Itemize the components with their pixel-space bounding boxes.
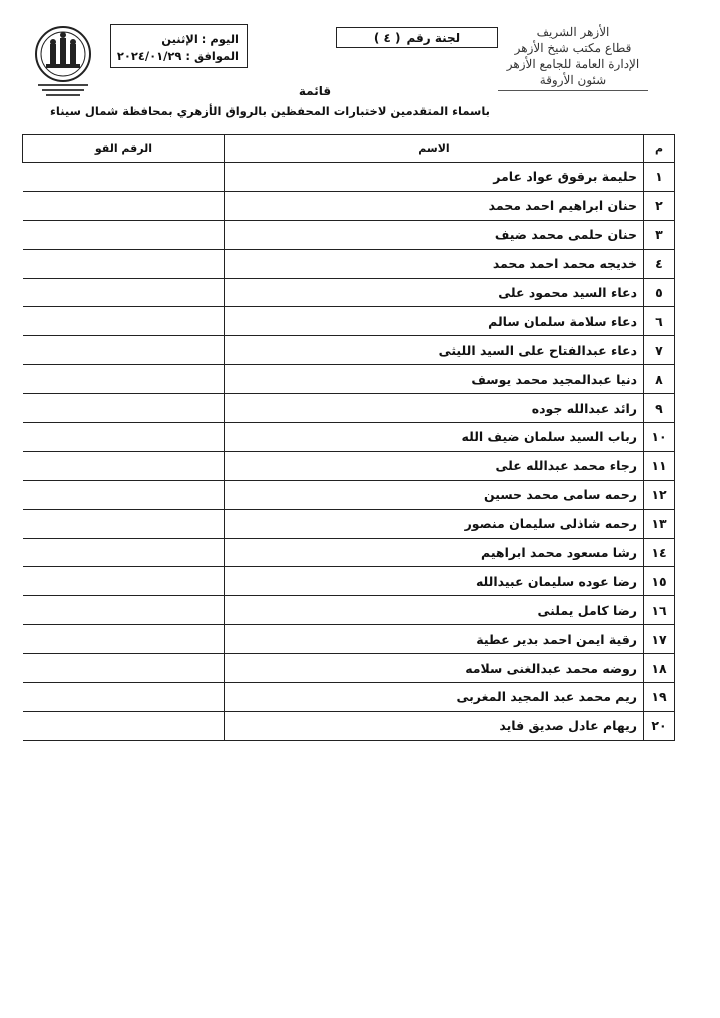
row-national-id-redacted bbox=[23, 596, 225, 625]
row-name: حليمة برقوق عواد عامر bbox=[225, 163, 644, 192]
row-number: ٤ bbox=[644, 249, 675, 278]
header-name: الاسم bbox=[225, 135, 644, 163]
row-national-id-redacted bbox=[23, 307, 225, 336]
row-name: رحمه سامى محمد حسين bbox=[225, 480, 644, 509]
row-national-id-redacted bbox=[23, 191, 225, 220]
row-name: رحمه شاذلى سليمان منصور bbox=[225, 509, 644, 538]
roster-table bbox=[22, 134, 675, 741]
row-national-id-redacted bbox=[23, 163, 225, 192]
table-row bbox=[23, 654, 675, 683]
row-national-id-redacted bbox=[23, 278, 225, 307]
row-national-id-redacted bbox=[23, 567, 225, 596]
row-national-id-redacted bbox=[23, 451, 225, 480]
row-national-id-redacted bbox=[23, 625, 225, 654]
row-name: خديجه محمد احمد محمد bbox=[225, 249, 644, 278]
row-number: ١٦ bbox=[644, 596, 675, 625]
row-name: حنان ابراهيم احمد محمد bbox=[225, 191, 644, 220]
row-national-id-redacted bbox=[23, 249, 225, 278]
date-label: الموافق : bbox=[185, 49, 239, 63]
table-row bbox=[23, 249, 675, 278]
org-line-2: قطاع مكتب شيخ الأزهر bbox=[514, 41, 632, 55]
row-number: ١٤ bbox=[644, 538, 675, 567]
row-number: ١٨ bbox=[644, 654, 675, 683]
committee-label: لجنة رقم bbox=[406, 30, 461, 45]
table-row bbox=[23, 394, 675, 423]
table-row bbox=[23, 336, 675, 365]
row-name: ريهام عادل صديق فايد bbox=[225, 711, 644, 740]
page-title: قائمة bbox=[298, 84, 332, 98]
row-national-id-redacted bbox=[23, 711, 225, 740]
table-row bbox=[23, 451, 675, 480]
table-row bbox=[23, 596, 675, 625]
table-row bbox=[23, 191, 675, 220]
table-row bbox=[23, 711, 675, 740]
table-header-row bbox=[23, 135, 675, 163]
row-number: ٦ bbox=[644, 307, 675, 336]
row-name: دنيا عبدالمجيد محمد يوسف bbox=[225, 365, 644, 394]
row-name: دعاء عبدالفتاح على السيد الليثى bbox=[225, 336, 644, 365]
azhar-emblem-icon bbox=[28, 24, 98, 98]
row-number: ٨ bbox=[644, 365, 675, 394]
row-name: رضا كامل يملنى bbox=[225, 596, 644, 625]
row-name: رجاء محمد عبدالله على bbox=[225, 451, 644, 480]
table-row bbox=[23, 509, 675, 538]
header-divider bbox=[498, 90, 648, 91]
row-national-id-redacted bbox=[23, 538, 225, 567]
row-name: رقية ايمن احمد بدير عطية bbox=[225, 625, 644, 654]
date-value: ٢٠٢٤/٠١/٢٩ bbox=[116, 49, 182, 63]
date-row bbox=[111, 48, 239, 65]
row-number: ١١ bbox=[644, 451, 675, 480]
row-national-id-redacted bbox=[23, 365, 225, 394]
row-number: ١٧ bbox=[644, 625, 675, 654]
row-name: رباب السيد سلمان ضيف الله bbox=[225, 423, 644, 452]
table-row bbox=[23, 163, 675, 192]
row-name: روضه محمد عبدالغنى سلامه bbox=[225, 654, 644, 683]
committee-number: ( ٤ ) bbox=[373, 30, 401, 45]
row-number: ٣ bbox=[644, 220, 675, 249]
roster-body bbox=[23, 163, 675, 741]
day-value: الإثنين bbox=[161, 32, 198, 46]
row-name: حنان حلمى محمد ضيف bbox=[225, 220, 644, 249]
row-number: ٢٠ bbox=[644, 711, 675, 740]
row-national-id-redacted bbox=[23, 654, 225, 683]
row-name: دعاء السيد محمود على bbox=[225, 278, 644, 307]
table-row bbox=[23, 683, 675, 712]
day-label: اليوم : bbox=[201, 32, 239, 46]
row-name: رشا مسعود محمد ابراهيم bbox=[225, 538, 644, 567]
committee-box bbox=[336, 27, 498, 48]
row-number: ٢ bbox=[644, 191, 675, 220]
row-number: ١٣ bbox=[644, 509, 675, 538]
row-number: ١٩ bbox=[644, 683, 675, 712]
row-name: دعاء سلامة سلمان سالم bbox=[225, 307, 644, 336]
row-name: ريم محمد عبد المجيد المغربى bbox=[225, 683, 644, 712]
row-national-id-redacted bbox=[23, 509, 225, 538]
row-number: ١٢ bbox=[644, 480, 675, 509]
table-row bbox=[23, 625, 675, 654]
table-row bbox=[23, 567, 675, 596]
table-row bbox=[23, 307, 675, 336]
row-national-id-redacted bbox=[23, 394, 225, 423]
header-num: م bbox=[644, 135, 675, 163]
row-number: ٧ bbox=[644, 336, 675, 365]
row-national-id-redacted bbox=[23, 480, 225, 509]
row-number: ٩ bbox=[644, 394, 675, 423]
day-row bbox=[111, 31, 239, 48]
table-row bbox=[23, 365, 675, 394]
org-line-1: الأزهر الشريف bbox=[536, 25, 610, 39]
org-line-3: الإدارة العامة للجامع الأزهر bbox=[506, 57, 640, 71]
row-national-id-redacted bbox=[23, 336, 225, 365]
row-number: ١ bbox=[644, 163, 675, 192]
row-name: رائد عبدالله جوده bbox=[225, 394, 644, 423]
org-line-4: شئون الأروقة bbox=[539, 73, 607, 87]
row-national-id-redacted bbox=[23, 683, 225, 712]
row-number: ٥ bbox=[644, 278, 675, 307]
row-number: ١٠ bbox=[644, 423, 675, 452]
row-number: ١٥ bbox=[644, 567, 675, 596]
row-national-id-redacted bbox=[23, 423, 225, 452]
page-subtitle: باسماء المتقدمين لاختبارات المحفظين بالرواق الأزهري بمحافظة شمال سيناء bbox=[50, 104, 490, 118]
table-row bbox=[23, 480, 675, 509]
header-national-id: الرقم القو bbox=[23, 135, 225, 163]
table-row bbox=[23, 538, 675, 567]
organization-header bbox=[488, 24, 658, 91]
table-row bbox=[23, 423, 675, 452]
row-name: رضا عوده سليمان عبيدالله bbox=[225, 567, 644, 596]
table-row bbox=[23, 220, 675, 249]
table-row bbox=[23, 278, 675, 307]
row-national-id-redacted bbox=[23, 220, 225, 249]
day-date-box bbox=[110, 24, 248, 68]
